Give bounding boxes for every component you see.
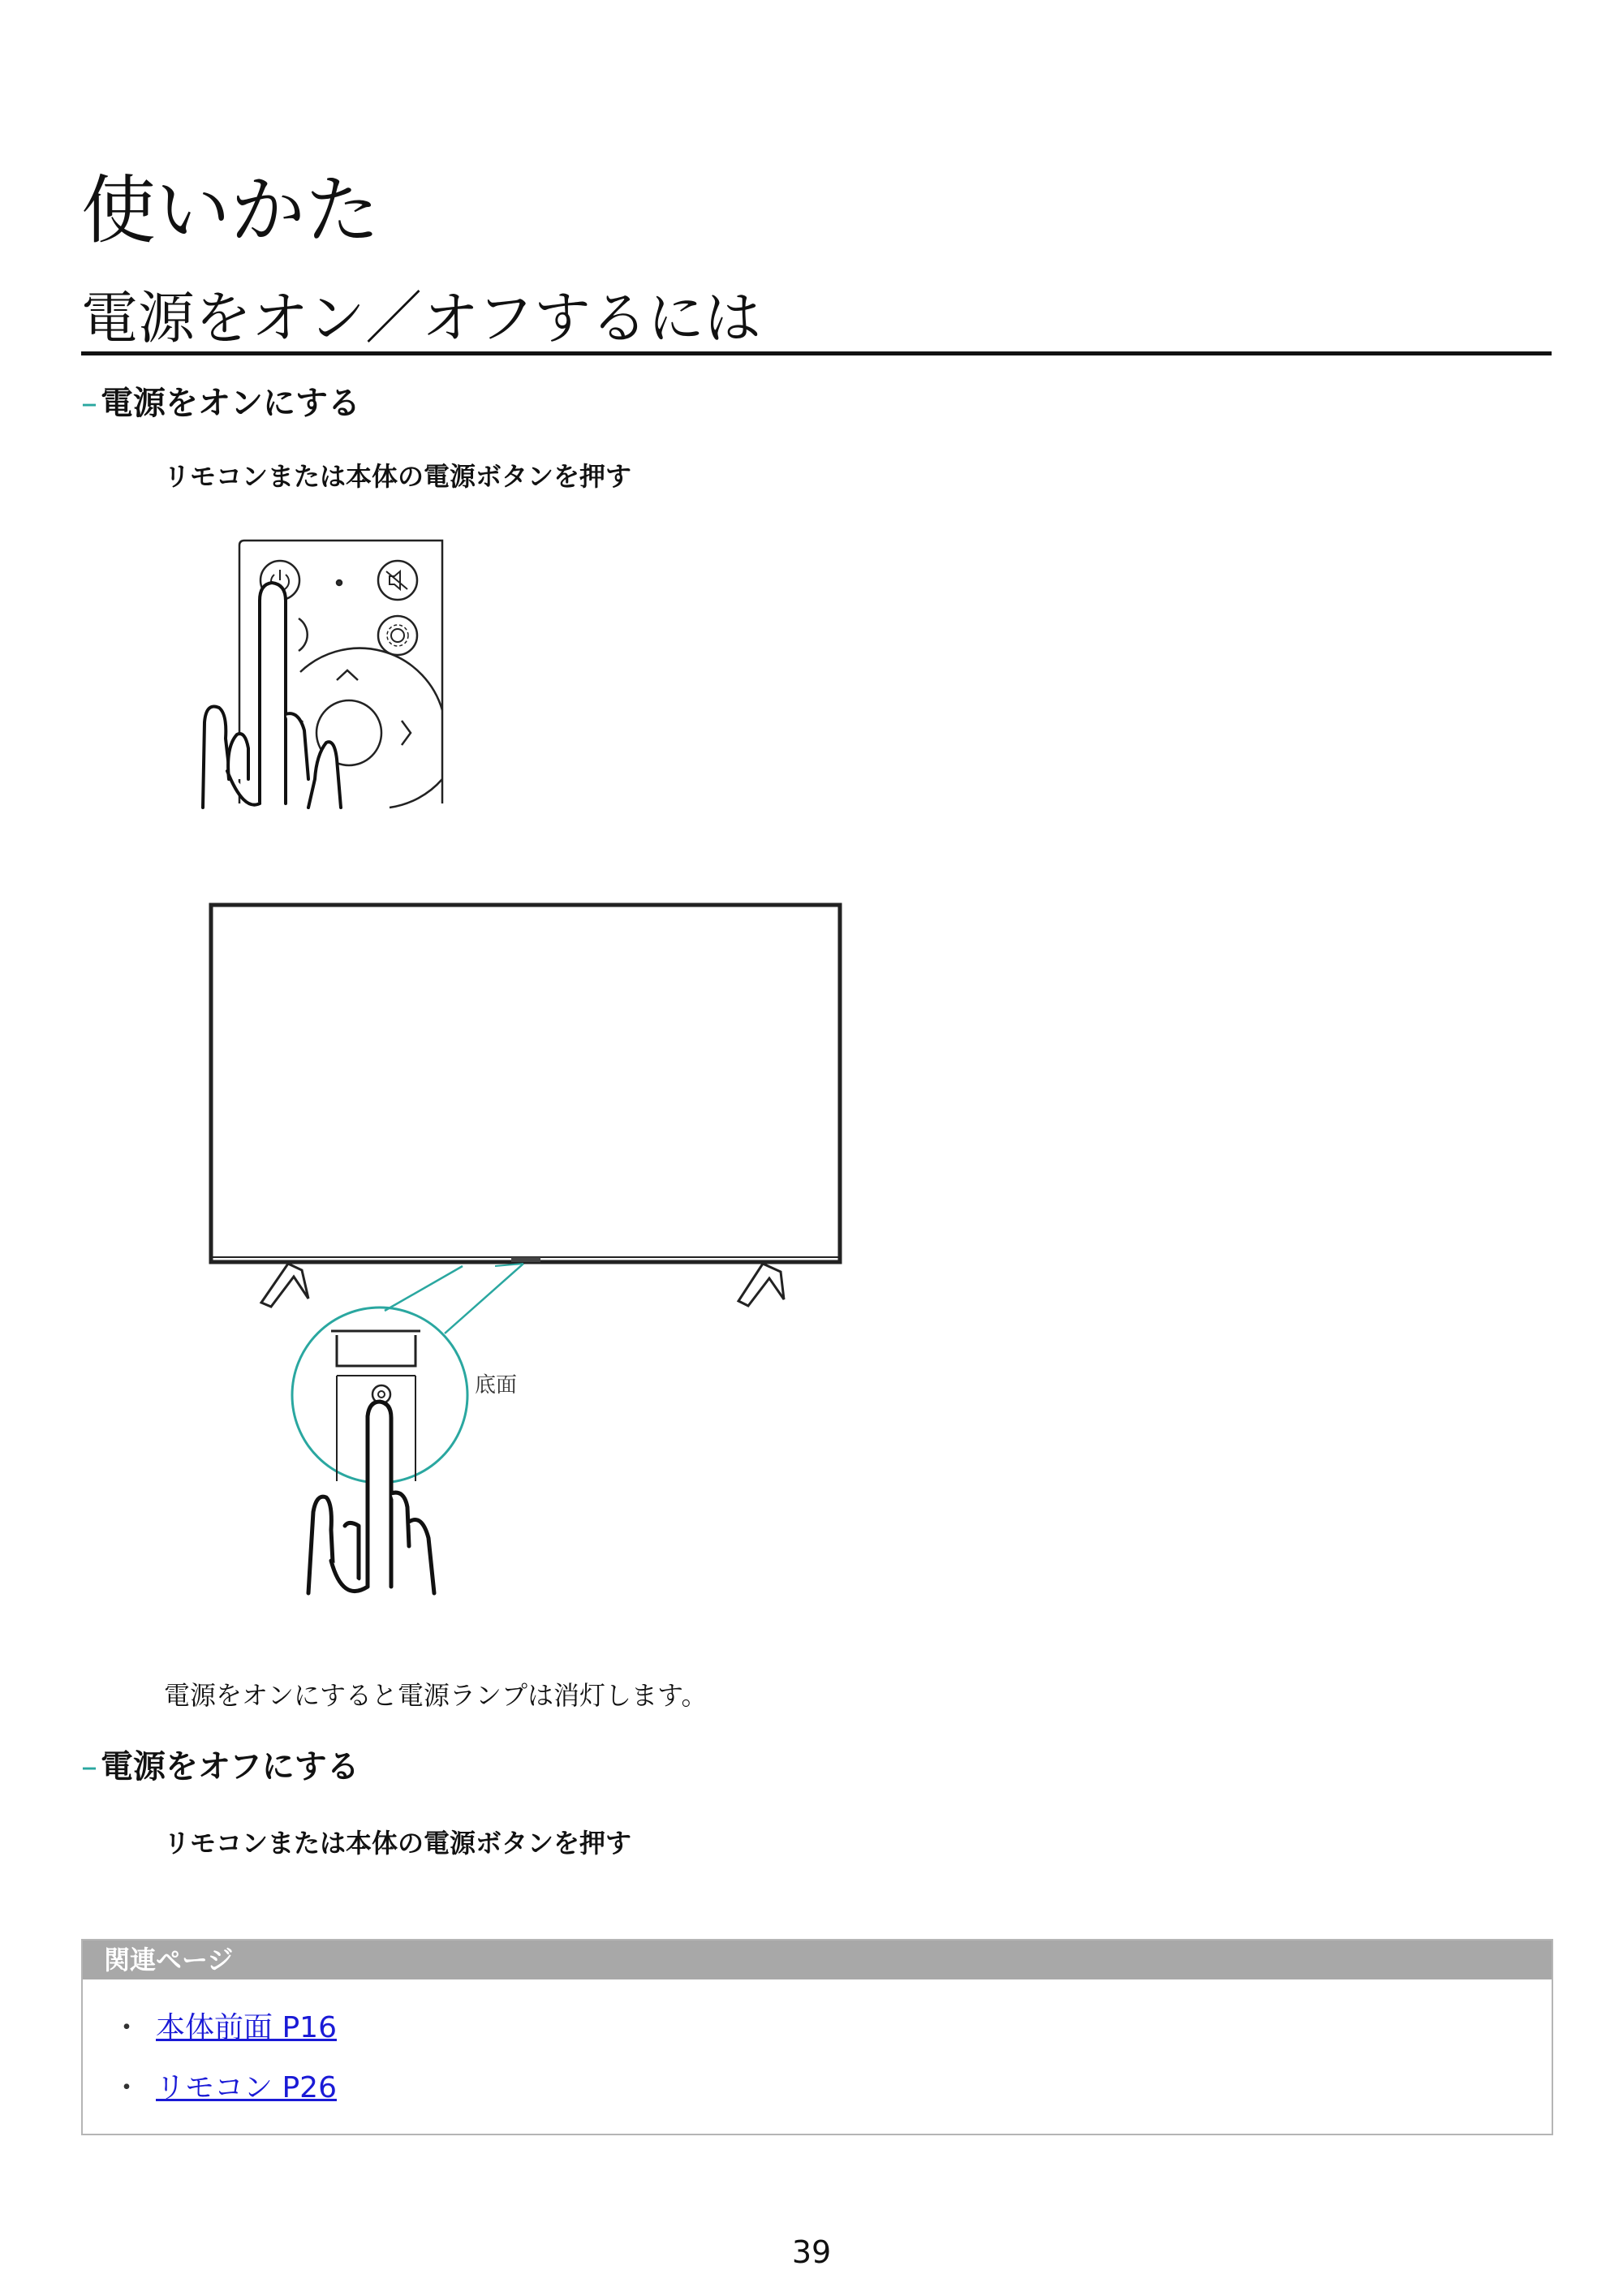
heading-dash: – [81,385,97,422]
power-on-step: リモコンまたは本体の電源ボタンを押す [164,461,632,492]
power-off-heading-text: 電源をオフにする [101,1748,359,1786]
power-off-heading [81,1747,359,1787]
related-pages-title: 関連ページ [104,1945,234,1975]
related-pages-header [83,1941,1552,1979]
left-stand-icon [261,1264,308,1307]
link-remote-control[interactable]: リモコン P26 [156,2071,337,2104]
power-on-heading-text: 電源をオンにする [101,385,360,422]
power-button-location [511,1257,540,1262]
bullet: ・ [112,2011,142,2044]
right-arrow-icon [402,721,411,745]
settings-button-icon [378,616,417,655]
up-arrow-icon [337,670,358,680]
remote-press-illustration [195,536,454,812]
section-title: 電源をオン／オフするには [81,285,761,351]
section-divider [81,351,1552,355]
bullet: ・ [112,2071,142,2104]
power-on-heading [81,383,360,424]
related-item [112,2010,337,2046]
bottom-label: 底面 [475,1373,518,1398]
related-item [112,2070,337,2106]
link-front-panel[interactable]: 本体前面 P16 [156,2011,337,2044]
related-pages-box [81,1939,1553,2135]
power-lamp-note: 電源をオンにすると電源ランプは消灯します。 [164,1680,708,1711]
tv-press-illustration [203,897,852,1611]
power-off-step: リモコンまたは本体の電源ボタンを押す [164,1828,632,1859]
hand-icon [203,583,341,808]
right-stand-icon [738,1264,784,1306]
chapter-title: 使いかた [81,167,381,254]
indicator-dot-icon [337,580,342,585]
tv-screen [211,905,840,1262]
heading-dash: – [81,1748,97,1786]
page-number: 39 [791,2234,832,2270]
